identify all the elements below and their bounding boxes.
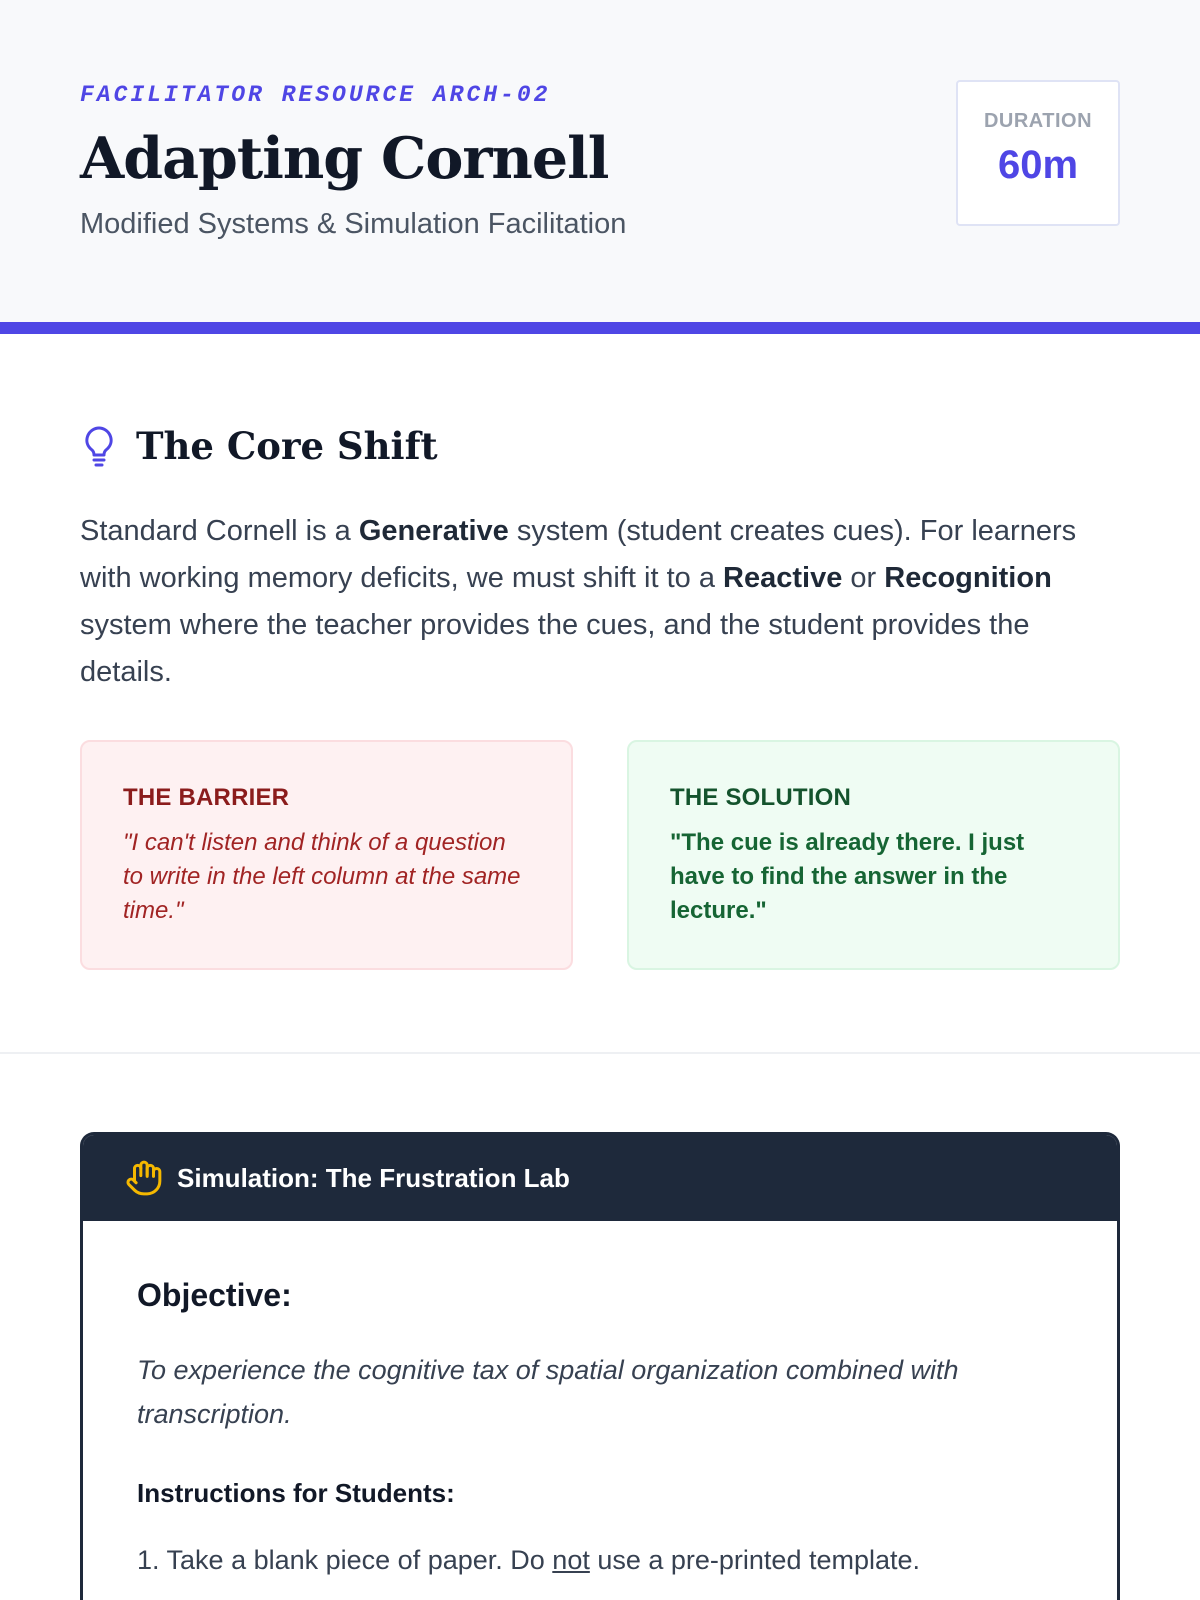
step-text: 1. Take a blank piece of paper. Do	[137, 1545, 553, 1575]
core-shift-paragraph	[80, 508, 1120, 696]
page-title: Adapting Cornell	[80, 125, 609, 192]
core-shift-section	[0, 334, 1200, 970]
paragraph-bold-recognition: Recognition	[884, 562, 1052, 594]
instruction-step-1	[137, 1545, 1063, 1576]
step-text: use a pre-printed template.	[589, 1545, 921, 1575]
objective-label: Objective:	[137, 1277, 292, 1313]
core-shift-title: The Core Shift	[136, 424, 438, 468]
paragraph-bold-reactive: Reactive	[723, 562, 843, 594]
simulation-header	[83, 1135, 1117, 1221]
solution-card	[627, 740, 1120, 970]
lightbulb-icon	[80, 424, 118, 468]
simulation-body	[83, 1221, 1117, 1576]
simulation-panel	[80, 1132, 1120, 1600]
resource-eyebrow: FACILITATOR RESOURCE ARCH-02	[80, 82, 551, 108]
barrier-quote: "I can't listen and think of a question to write in the left column at the same time."	[123, 829, 521, 924]
barrier-label: THE BARRIER	[123, 784, 290, 811]
duration-value: 60m	[997, 143, 1079, 187]
duration-label: DURATION	[983, 110, 1093, 132]
barrier-card	[80, 740, 573, 970]
page-subtitle: Modified Systems & Simulation Facilitation	[80, 207, 627, 240]
instructions-label: Instructions for Students:	[137, 1478, 455, 1508]
paragraph-text: system where the teacher provides the cues, and the student provides the details.	[80, 609, 1030, 688]
paragraph-text: Standard Cornell is a	[80, 515, 359, 547]
step-underlined-not: not	[552, 1545, 590, 1575]
solution-quote: "The cue is already there. I just have to find the answer in the lecture."	[670, 829, 1025, 924]
paragraph-text: or	[842, 562, 885, 594]
comparison-cards	[80, 740, 1120, 970]
paragraph-text: system (student creates cues). For learners with working memory deficits, we must shift it to a	[80, 515, 1077, 594]
paragraph-bold-generative: Generative	[358, 515, 509, 547]
simulation-title: Simulation: The Frustration Lab	[177, 1162, 570, 1193]
section-divider	[0, 1052, 1200, 1054]
core-shift-heading	[80, 424, 1120, 468]
duration-badge	[956, 80, 1120, 226]
hand-icon	[125, 1159, 163, 1197]
page-header	[0, 0, 1200, 334]
solution-label: THE SOLUTION	[670, 784, 852, 811]
objective-text: To experience the cognitive tax of spatial organization combined with transcription.	[137, 1355, 959, 1429]
